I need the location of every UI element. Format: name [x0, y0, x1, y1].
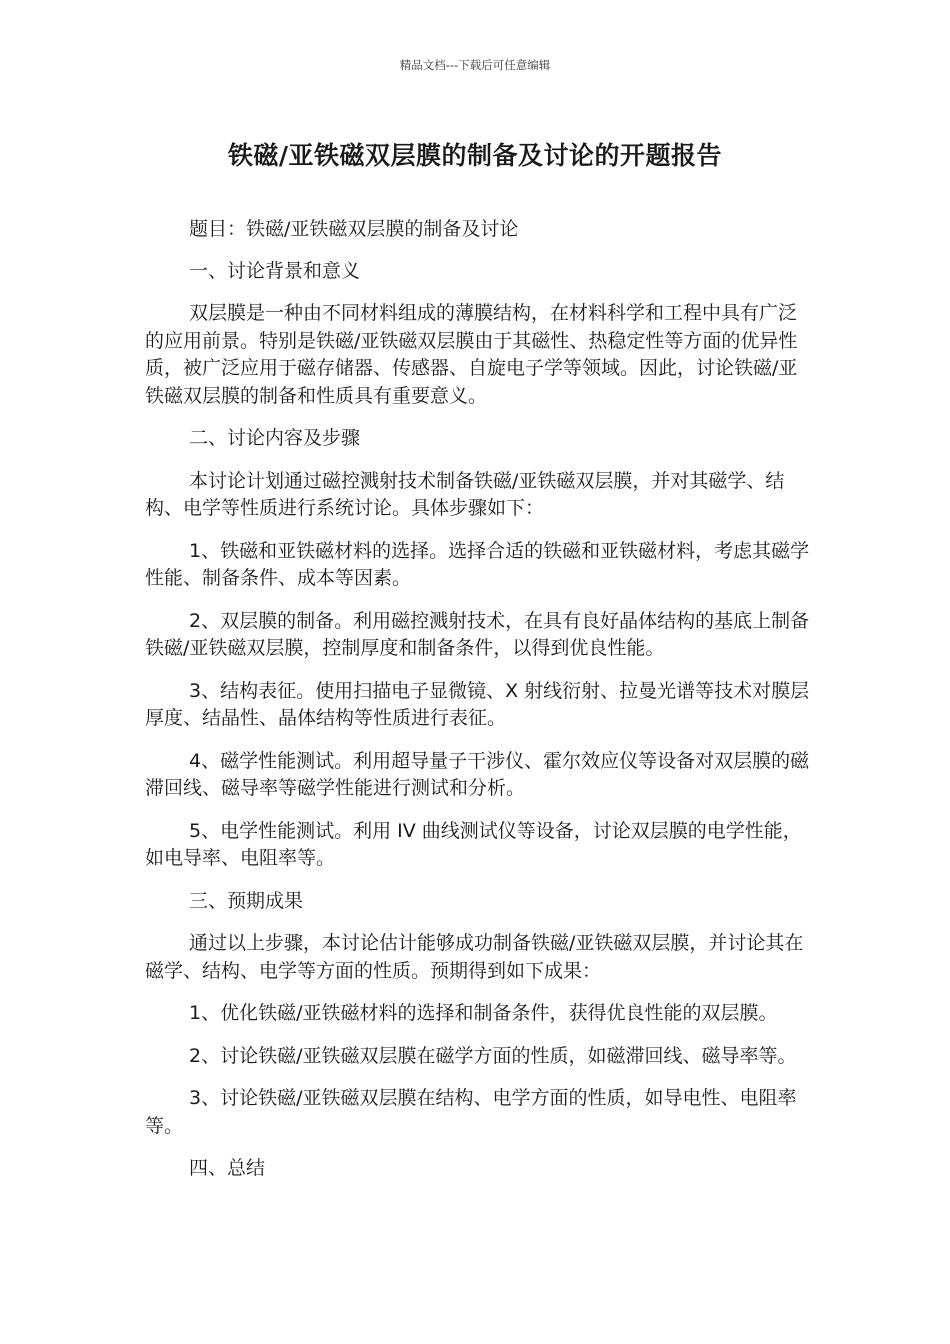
step-item-2: 2、双层膜的制备。利用磁控溅射技术，在具有良好晶体结构的基底上制备铁磁/亚铁磁双层膜，控制厚度和制备条件，以得到优良性能。 [145, 609, 810, 659]
step-item-4: 4、磁学性能测试。利用超导量子干涉仪、霍尔效应仪等设备对双层膜的磁滞回线、磁导率等磁学性能进行测试和分析。 [145, 749, 810, 799]
outcome-item-2: 2、讨论铁磁/亚铁磁双层膜在磁学方面的性质，如磁滞回线、磁导率等。 [189, 1044, 797, 1067]
paragraph-plan: 本讨论计划通过磁控溅射技术制备铁磁/亚铁磁双层膜，并对其磁学、结构、电学等性质进行系统讨论。具体步骤如下： [145, 469, 785, 519]
document-body [145, 216, 810, 1183]
outcome-item-3: 3、讨论铁磁/亚铁磁双层膜在结构、电学方面的性质，如导电性、电阻率等。 [145, 1087, 797, 1137]
outcome-item-1: 1、优化铁磁/亚铁磁材料的选择和制备条件，获得优良性能的双层膜。 [189, 1002, 778, 1024]
step-item-5: 5、电学性能测试。利用 IV 曲线测试仪等设备，讨论双层膜的电学性能，如电导率、电阻率等。 [145, 819, 802, 869]
section-heading-content: 二、讨论内容及步骤 [189, 427, 361, 449]
paragraph-outcomes: 通过以上步骤，本讨论估计能够成功制备铁磁/亚铁磁双层膜，并讨论其在磁学、结构、电学等方面的性质。预期得到如下成果： [145, 932, 804, 982]
section-heading-outcomes: 三、预期成果 [189, 889, 304, 912]
paragraph-background: 双层膜是一种由不同材料组成的薄膜结构，在材料科学和工程中具有广泛的应用前景。特别是铁磁/亚铁磁双层膜由于其磁性、热稳定性等方面的优异性质，被广泛应用于磁存储器、传感器、自旋电子学等领域。因此，讨论铁磁/亚铁磁双层膜的制备和性质具有重要意义。 [145, 302, 798, 407]
document-title: 铁磁/亚铁磁双层膜的制备及讨论的开题报告 [227, 141, 723, 170]
step-item-3: 3、结构表征。使用扫描电子显微镜、X 射线衍射、拉曼光谱等技术对膜层厚度、结晶性、晶体结构等性质进行表征。 [145, 679, 810, 729]
section-heading-summary: 四、总结 [189, 1157, 266, 1179]
header-note: 精品文档---下载后可任意编辑 [399, 58, 551, 72]
section-heading-background: 一、讨论背景和意义 [189, 259, 361, 282]
topic-line: 题目：铁磁/亚铁磁双层膜的制备及讨论 [189, 218, 519, 240]
step-item-1: 1、铁磁和亚铁磁材料的选择。选择合适的铁磁和亚铁磁材料，考虑其磁学性能、制备条件、成本等因素。 [145, 539, 810, 589]
